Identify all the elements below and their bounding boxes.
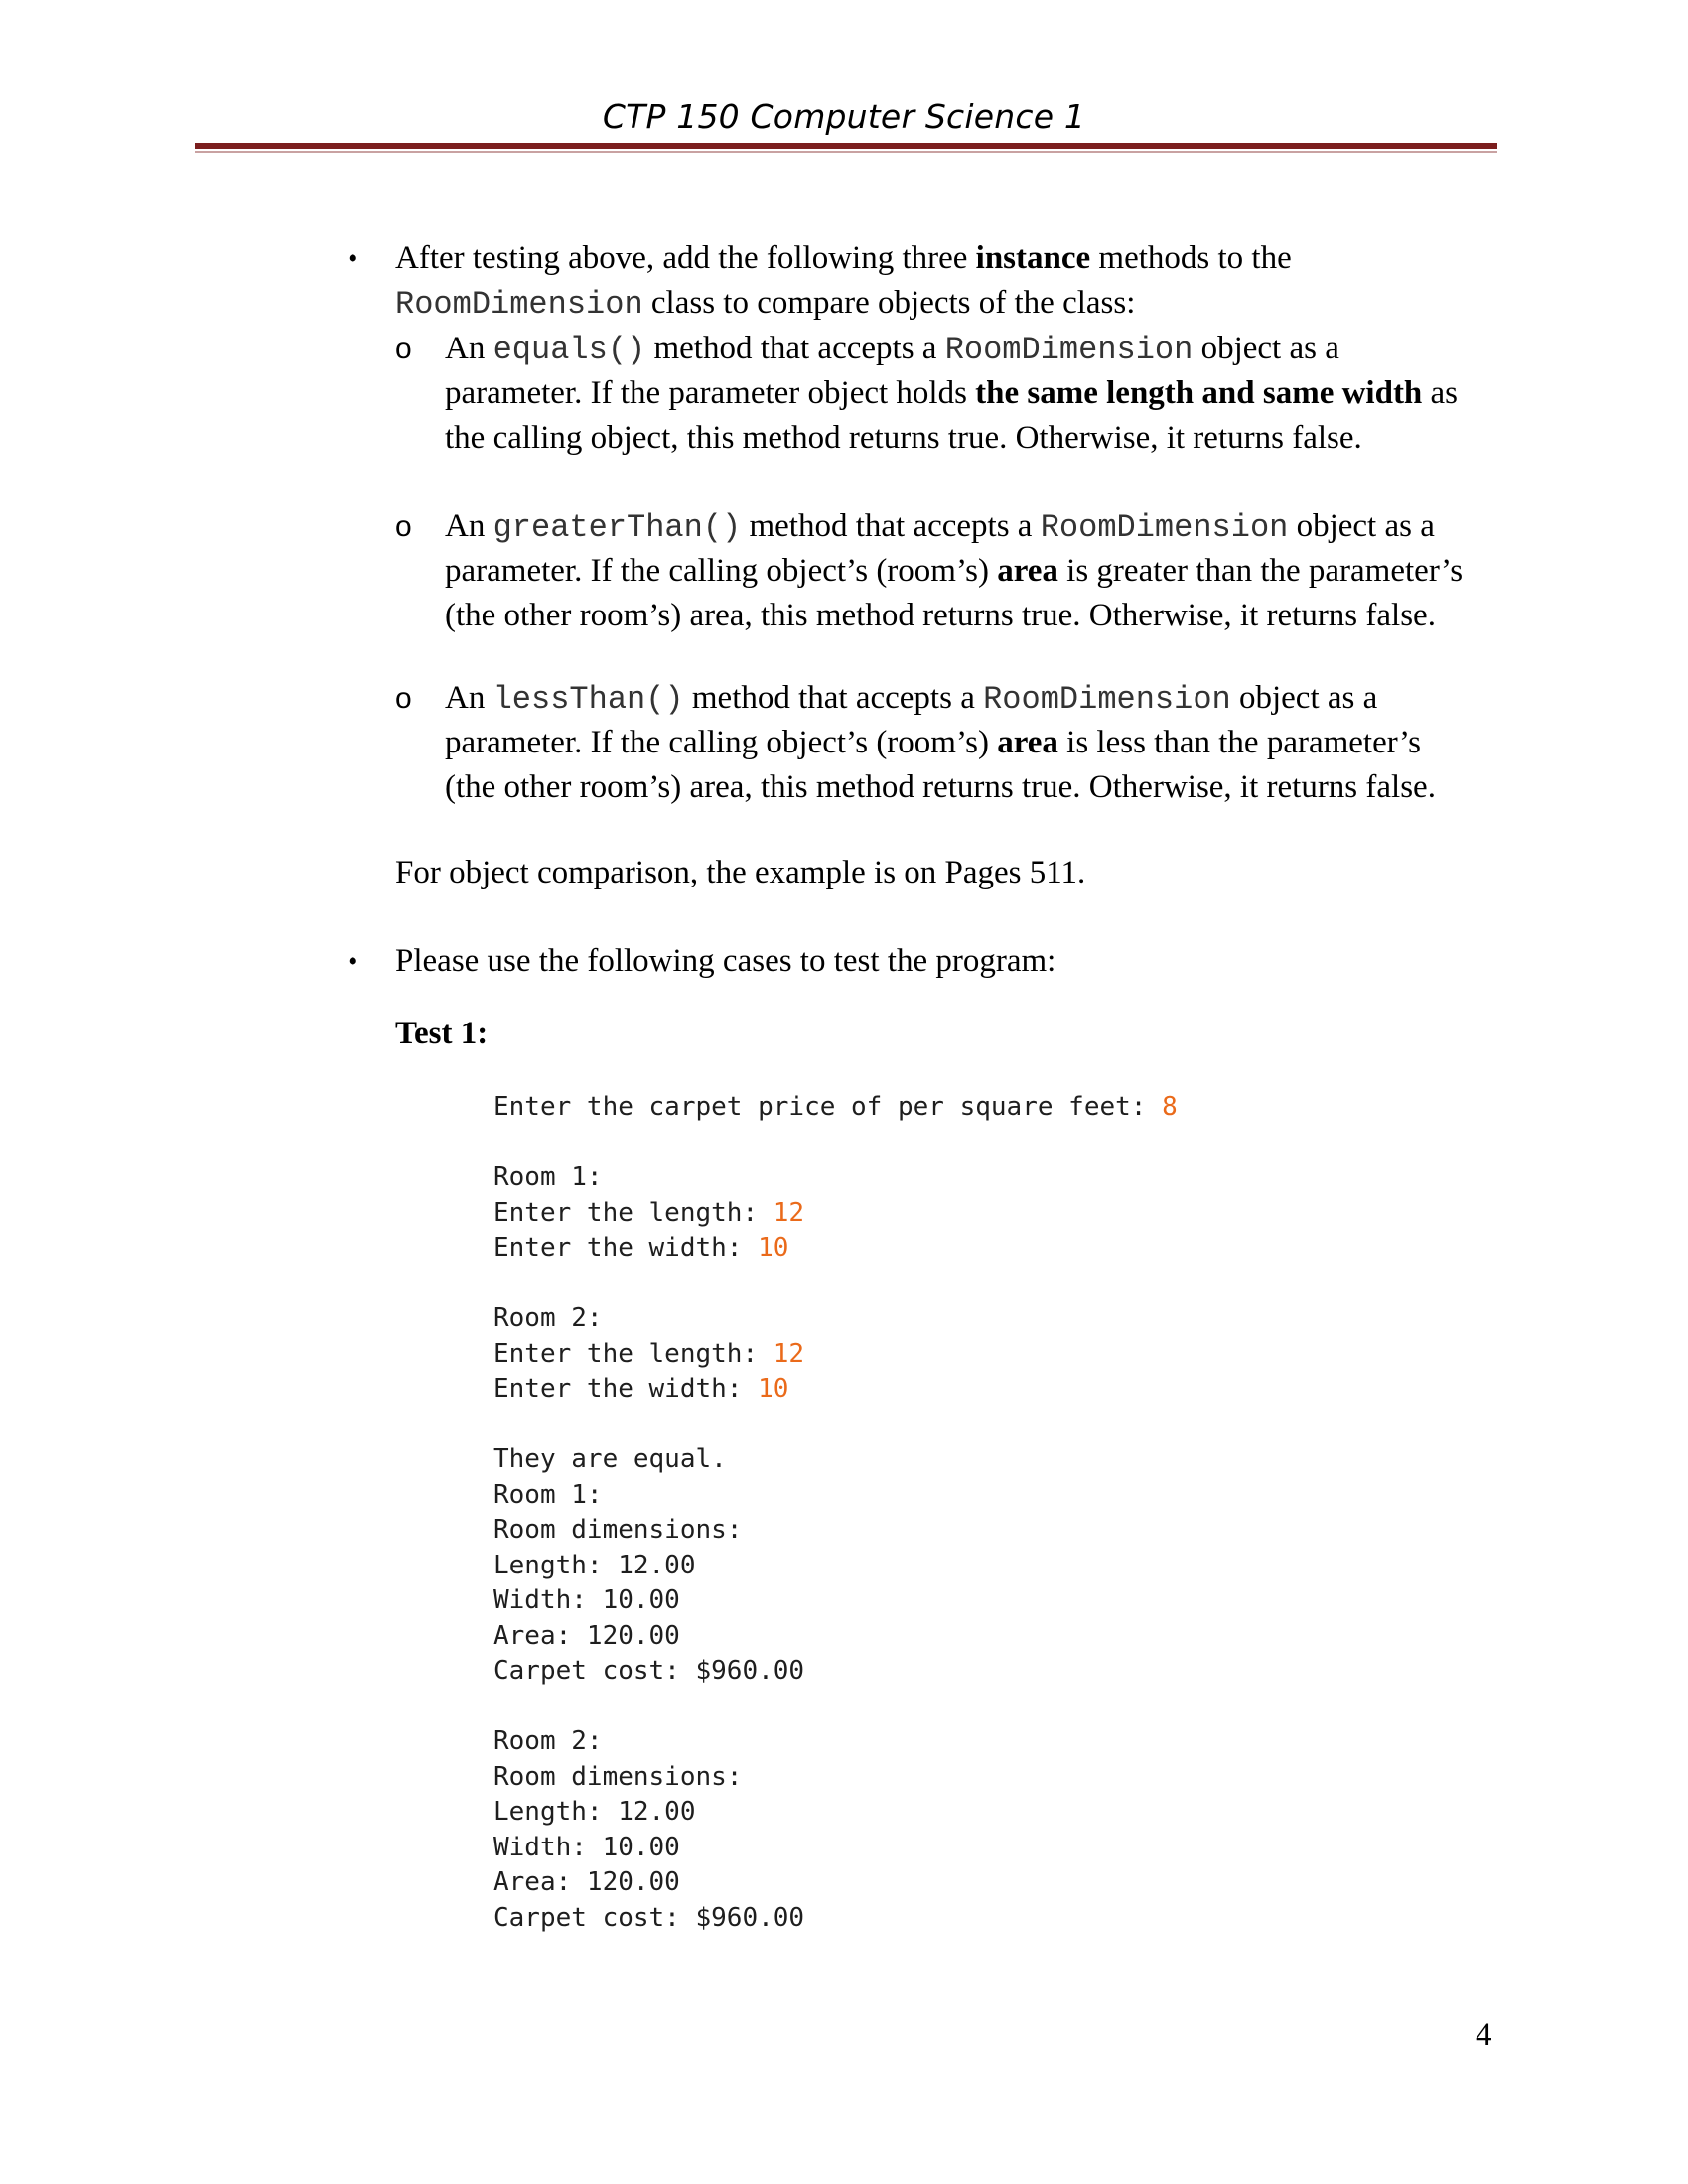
console-output <box>493 1090 1387 1936</box>
intro-text: After testing above, add the following three <box>395 240 976 276</box>
intro-text: methods to the <box>1090 240 1292 276</box>
console-line <box>493 1337 1387 1373</box>
console-line: Carpet cost: $960.00 <box>493 1656 805 1686</box>
item-text: method that accepts a <box>645 331 945 366</box>
console-line: Room dimensions: <box>493 1515 743 1545</box>
console-line: Width: 10.00 <box>493 1585 680 1615</box>
console-line: Length: 12.00 <box>493 1797 696 1827</box>
console-line: Room 2: <box>493 1303 603 1333</box>
item-bold: area <box>997 553 1058 589</box>
method-name-code: lessThan() <box>492 681 684 718</box>
console-line: Room 1: <box>493 1162 603 1192</box>
method-name-code: equals() <box>492 332 646 368</box>
console-input-value: 10 <box>758 1233 789 1263</box>
bullet-icon: • <box>348 242 358 275</box>
console-blank-line <box>493 1267 1387 1302</box>
method-name-code: greaterThan() <box>492 509 742 546</box>
item-less-line-2 <box>445 721 1421 765</box>
bullet-icon: • <box>348 945 358 978</box>
console-line: Carpet cost: $960.00 <box>493 1902 805 1933</box>
item-text: (the other room’s) area, this method returns true. Otherwise, it returns false. <box>445 769 1436 805</box>
header-rule <box>195 143 1497 149</box>
page-number: 4 <box>1476 2017 1492 2053</box>
console-blank-line <box>493 1408 1387 1443</box>
console-line: Room 1: <box>493 1479 603 1510</box>
test-heading-label: Test 1: <box>395 1016 489 1051</box>
item-text: object as a <box>1288 508 1435 544</box>
intro-bold: instance <box>975 240 1091 276</box>
item-text: method that accepts a <box>683 680 984 716</box>
console-line: Area: 120.00 <box>493 1620 680 1651</box>
item-greater-line-1 <box>445 504 1435 550</box>
item-text: as <box>1422 375 1459 411</box>
console-blank-line <box>493 1690 1387 1725</box>
console-line: Length: 12.00 <box>493 1550 696 1580</box>
item-text: parameter. If the calling object’s (room’s) <box>445 553 998 589</box>
console-prompt: Enter the length: <box>493 1197 774 1228</box>
item-text: method that accepts a <box>741 508 1041 544</box>
console-prompt: Enter the length: <box>493 1338 774 1369</box>
console-prompt: Enter the width: <box>493 1374 759 1404</box>
item-equals-line-3 <box>445 416 1362 461</box>
class-name-code: RoomDimension <box>944 332 1194 368</box>
comparison-note: For object comparison, the example is on Pages 511. <box>395 855 1086 890</box>
item-text: parameter. If the parameter object holds <box>445 375 976 411</box>
item-text: the calling object, this method returns true. Otherwise, it returns false. <box>445 420 1362 456</box>
item-text: is greater than the parameter’s <box>1057 553 1464 589</box>
item-text: is less than the parameter’s <box>1057 725 1421 760</box>
console-input-value: 12 <box>773 1338 805 1369</box>
console-input-value: 12 <box>773 1197 805 1228</box>
page-header-title: CTP 150 Computer Science 1 <box>602 97 1086 136</box>
console-line: Area: 120.00 <box>493 1867 680 1897</box>
console-line: Room 2: <box>493 1726 603 1756</box>
intro-code: RoomDimension <box>395 286 643 323</box>
test-intro: Please use the following cases to test the program: <box>395 943 1056 979</box>
console-line <box>493 1231 1387 1267</box>
item-text: An <box>445 331 493 366</box>
intro-line-1 <box>395 236 1292 281</box>
item-greater-line-3 <box>445 594 1436 638</box>
item-less-line-3 <box>445 765 1436 810</box>
circle-bullet-icon: o <box>395 510 412 543</box>
console-line: Width: 10.00 <box>493 1832 680 1862</box>
circle-bullet-icon: o <box>395 682 412 715</box>
item-text: (the other room’s) area, this method returns true. Otherwise, it returns false. <box>445 598 1436 633</box>
class-name-code: RoomDimension <box>1040 509 1289 546</box>
console-line <box>493 1090 1387 1126</box>
item-text: An <box>445 508 493 544</box>
item-greater-line-2 <box>445 549 1463 594</box>
intro-text: class to compare objects of the class: <box>642 285 1136 321</box>
item-equals-line-1 <box>445 327 1339 372</box>
class-name-code: RoomDimension <box>983 681 1231 718</box>
console-line: Room dimensions: <box>493 1761 743 1792</box>
item-text: An <box>445 680 493 716</box>
item-text: object as a <box>1230 680 1378 716</box>
intro-line-2 <box>395 281 1135 327</box>
item-text: parameter. If the calling object’s (room’s) <box>445 725 998 760</box>
item-bold: area <box>997 725 1058 760</box>
console-prompt: Enter the width: <box>493 1233 759 1263</box>
item-text: object as a <box>1193 331 1339 366</box>
console-line <box>493 1196 1387 1232</box>
test-heading <box>395 1012 488 1056</box>
item-bold: the same length and same width <box>975 375 1423 411</box>
console-prompt: Enter the carpet price of per square feet: <box>493 1092 1163 1122</box>
console-input-value: 8 <box>1162 1092 1178 1122</box>
circle-bullet-icon: o <box>395 333 412 365</box>
console-line: They are equal. <box>493 1444 727 1474</box>
header-rule-thin <box>195 151 1497 153</box>
item-equals-line-2 <box>445 371 1458 416</box>
console-blank-line <box>493 1126 1387 1161</box>
console-input-value: 10 <box>758 1374 789 1404</box>
item-less-line-1 <box>445 676 1377 722</box>
console-line <box>493 1372 1387 1408</box>
